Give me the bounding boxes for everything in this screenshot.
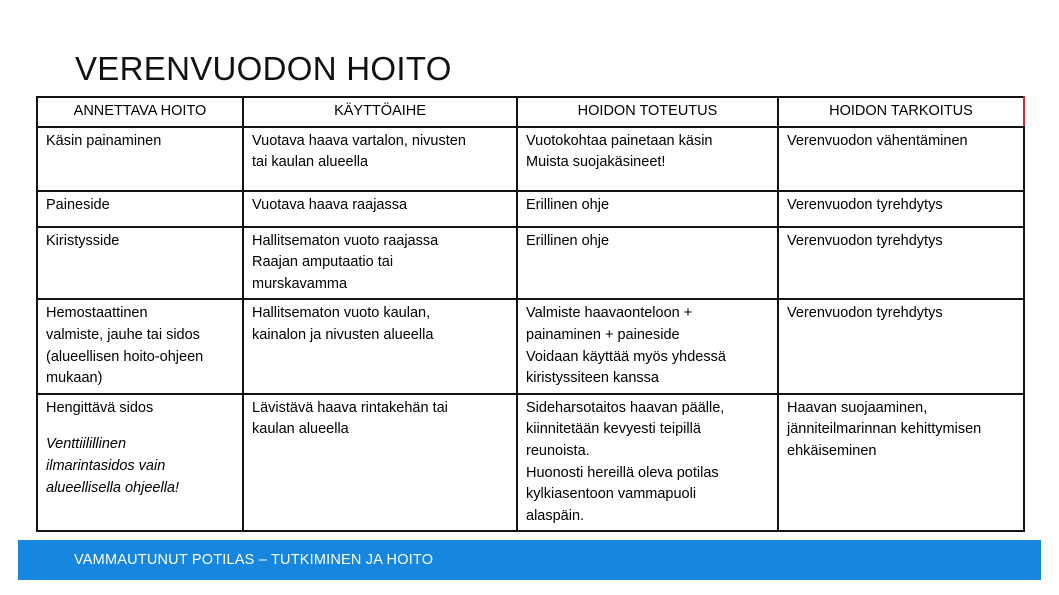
cell-text: ehkäiseminen xyxy=(787,442,877,459)
cell-kayttoaihe xyxy=(243,394,517,532)
cell-text: valmiste, jauhe tai sidos xyxy=(46,326,200,343)
cell-hoito xyxy=(37,227,243,300)
cell-hoito xyxy=(37,191,243,227)
cell-text: Hengittävä sidos xyxy=(46,399,154,416)
cell-toteutus xyxy=(517,299,778,393)
cell-text: kylkiasentoon vammapuoli xyxy=(526,486,697,503)
cell-tarkoitus xyxy=(778,299,1024,393)
cell-text: jänniteilmarinnan kehittymisen xyxy=(787,421,982,438)
cell-text: (alueellisen hoito-ohjeen xyxy=(46,348,204,365)
cell-text: Sideharsotaitos haavan päälle, xyxy=(526,399,725,416)
cell-text: Verenvuodon vähentäminen xyxy=(787,132,968,149)
footer-text: VAMMAUTUNUT POTILAS – TUTKIMINEN JA HOITO xyxy=(74,552,434,568)
cell-text: alaspäin. xyxy=(526,507,585,524)
column-header-annettava-hoito: ANNETTAVA HOITO xyxy=(37,97,243,127)
cell-text: Voidaan käyttää myös yhdessä xyxy=(526,348,726,365)
spacer xyxy=(46,419,234,434)
cell-text: Paineside xyxy=(46,196,110,213)
table-row xyxy=(37,299,1024,393)
cell-text: Vuotokohtaa painetaan käsin xyxy=(526,132,713,149)
cell-text: kaulan alueella xyxy=(252,421,349,438)
table-row xyxy=(37,191,1024,227)
cell-text: Huonosti hereillä oleva potilas xyxy=(526,464,719,481)
cell-text: Lävistävä haava rintakehän tai xyxy=(252,399,448,416)
cell-note: ilmarintasidos vain xyxy=(46,457,166,474)
cell-note: Venttiilillinen xyxy=(46,436,127,453)
cell-text: Erillinen ohje xyxy=(526,232,610,249)
cell-text: Käsin painaminen xyxy=(46,132,162,149)
cell-toteutus xyxy=(517,127,778,191)
cell-text: kainalon ja nivusten alueella xyxy=(252,326,434,343)
hemorrhage-treatment-table xyxy=(36,96,1025,532)
cell-text: Hallitsematon vuoto kaulan, xyxy=(252,305,431,322)
cell-text: reunoista. xyxy=(526,442,590,459)
cell-text: Verenvuodon tyrehdytys xyxy=(787,305,943,322)
cell-tarkoitus xyxy=(778,127,1024,191)
cell-text: Vuotava haava vartalon, nivusten xyxy=(252,132,466,149)
column-header-hoidon-toteutus: HOIDON TOTEUTUS xyxy=(517,97,778,127)
cell-text: Muista suojakäsineet! xyxy=(526,154,666,171)
cell-hoito xyxy=(37,299,243,393)
cell-text: Haavan suojaaminen, xyxy=(787,399,928,416)
column-header-kayttoaihe: KÄYTTÖAIHE xyxy=(243,97,517,127)
cell-text: Vuotava haava raajassa xyxy=(252,196,408,213)
cell-kayttoaihe xyxy=(243,227,517,300)
cell-hoito xyxy=(37,127,243,191)
cell-text: Raajan amputaatio tai xyxy=(252,254,394,271)
cell-kayttoaihe xyxy=(243,191,517,227)
cell-tarkoitus xyxy=(778,227,1024,300)
cell-note: alueellisella ohjeella! xyxy=(46,479,180,496)
cell-hoito xyxy=(37,394,243,532)
cell-text: Verenvuodon tyrehdytys xyxy=(787,232,943,249)
cell-text: Erillinen ohje xyxy=(526,196,610,213)
table-row xyxy=(37,394,1024,532)
table-header-row xyxy=(37,97,1024,127)
cell-tarkoitus xyxy=(778,191,1024,227)
cell-text: painaminen + paineside xyxy=(526,326,680,343)
table-row xyxy=(37,127,1024,191)
cell-text: tai kaulan alueella xyxy=(252,154,369,171)
cell-toteutus xyxy=(517,227,778,300)
footer-bar xyxy=(18,540,1041,580)
cell-text: kiristyssiteen kanssa xyxy=(526,370,659,387)
cell-text: Hallitsematon vuoto raajassa xyxy=(252,232,439,249)
cell-tarkoitus xyxy=(778,394,1024,532)
cell-kayttoaihe xyxy=(243,299,517,393)
cell-text: Valmiste haavaonteloon + xyxy=(526,305,693,322)
cell-kayttoaihe xyxy=(243,127,517,191)
cell-text: Verenvuodon tyrehdytys xyxy=(787,196,943,213)
cell-text: mukaan) xyxy=(46,370,103,387)
cell-text: Kiristysside xyxy=(46,232,120,249)
cell-text: Hemostaattinen xyxy=(46,305,148,322)
column-header-hoidon-tarkoitus: HOIDON TARKOITUS xyxy=(778,97,1024,127)
cell-text: kiinnitetään kevyesti teipillä xyxy=(526,421,701,438)
page-title: VERENVUODON HOITO xyxy=(75,50,452,87)
cell-text: murskavamma xyxy=(252,275,348,292)
cell-toteutus xyxy=(517,191,778,227)
cell-toteutus xyxy=(517,394,778,532)
table-row xyxy=(37,227,1024,300)
